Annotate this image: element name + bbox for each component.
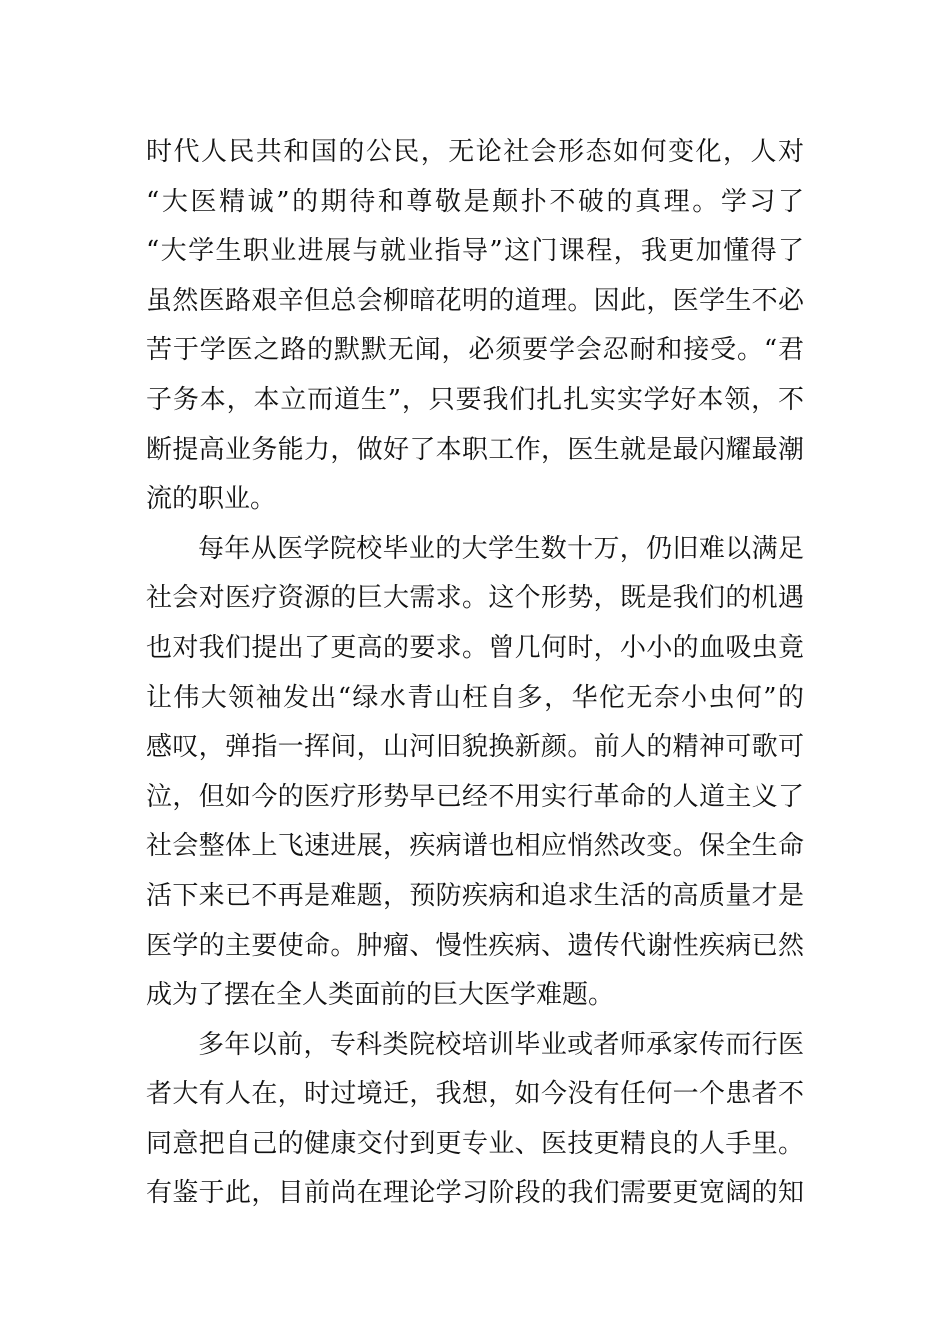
text-line: 感叹，弹指一挥间，山河旧貌换新颜。前人的精神可歌可 <box>146 732 804 763</box>
text-line: 也对我们提出了更高的要求。曾几何时，小小的血吸虫竟 <box>146 632 804 663</box>
text-line: 社会整体上飞速进展，疾病谱也相应悄然改变。保全生命 <box>146 831 804 862</box>
text-line: 苦于学医之路的默默无闻，必须要学会忍耐和接受。“君 <box>146 335 804 366</box>
paragraph-3 <box>146 1021 804 1219</box>
text-line: 断提高业务能力，做好了本职工作，医生就是最闪耀最潮 <box>146 434 804 465</box>
text-line: 社会对医疗资源的巨大需求。这个形势，既是我们的机遇 <box>146 583 804 614</box>
text-line: 流的职业。 <box>146 484 277 515</box>
paragraph-2 <box>146 525 804 1021</box>
text-line: 成为了摆在全人类面前的巨大医学难题。 <box>146 980 615 1011</box>
text-line: 医学的主要使命。肿瘤、慢性疾病、遗传代谢性疾病已然 <box>146 930 804 961</box>
text-line: 有鉴于此，目前尚在理论学习阶段的我们需要更宽阔的知 <box>146 1178 804 1209</box>
text-line: 时代人民共和国的公民，无论社会形态如何变化，人对 <box>146 137 804 167</box>
text-line: 让伟大领袖发出“绿水青山枉自多，华佗无奈小虫何”的 <box>146 682 804 713</box>
text-line: 同意把自己的健康交付到更专业、医技更精良的人手里。 <box>146 1128 804 1159</box>
document-page <box>146 128 804 1219</box>
text-line: “大医精诚”的期待和尊敬是颠扑不破的真理。学习了 <box>146 186 804 217</box>
text-line: 多年以前，专科类院校培训毕业或者师承家传而行医 <box>198 1029 804 1060</box>
text-line: 泣，但如今的医疗形势早已经不用实行革命的人道主义了 <box>146 781 804 812</box>
text-line: 虽然医路艰辛但总会柳暗花明的道理。因此，医学生不必 <box>146 285 804 316</box>
text-line: 者大有人在，时过境迁，我想，如今没有任何一个患者不 <box>146 1079 804 1110</box>
text-line: 每年从医学院校毕业的大学生数十万，仍旧难以满足 <box>198 533 804 564</box>
text-line: “大学生职业进展与就业指导”这门课程，我更加懂得了 <box>146 236 804 267</box>
text-line: 活下来已不再是难题，预防疾病和追求生活的高质量才是 <box>146 880 804 911</box>
paragraph-1 <box>146 128 804 525</box>
text-line: 子务本，本立而道生”，只要我们扎扎实实学好本领，不 <box>146 384 804 415</box>
